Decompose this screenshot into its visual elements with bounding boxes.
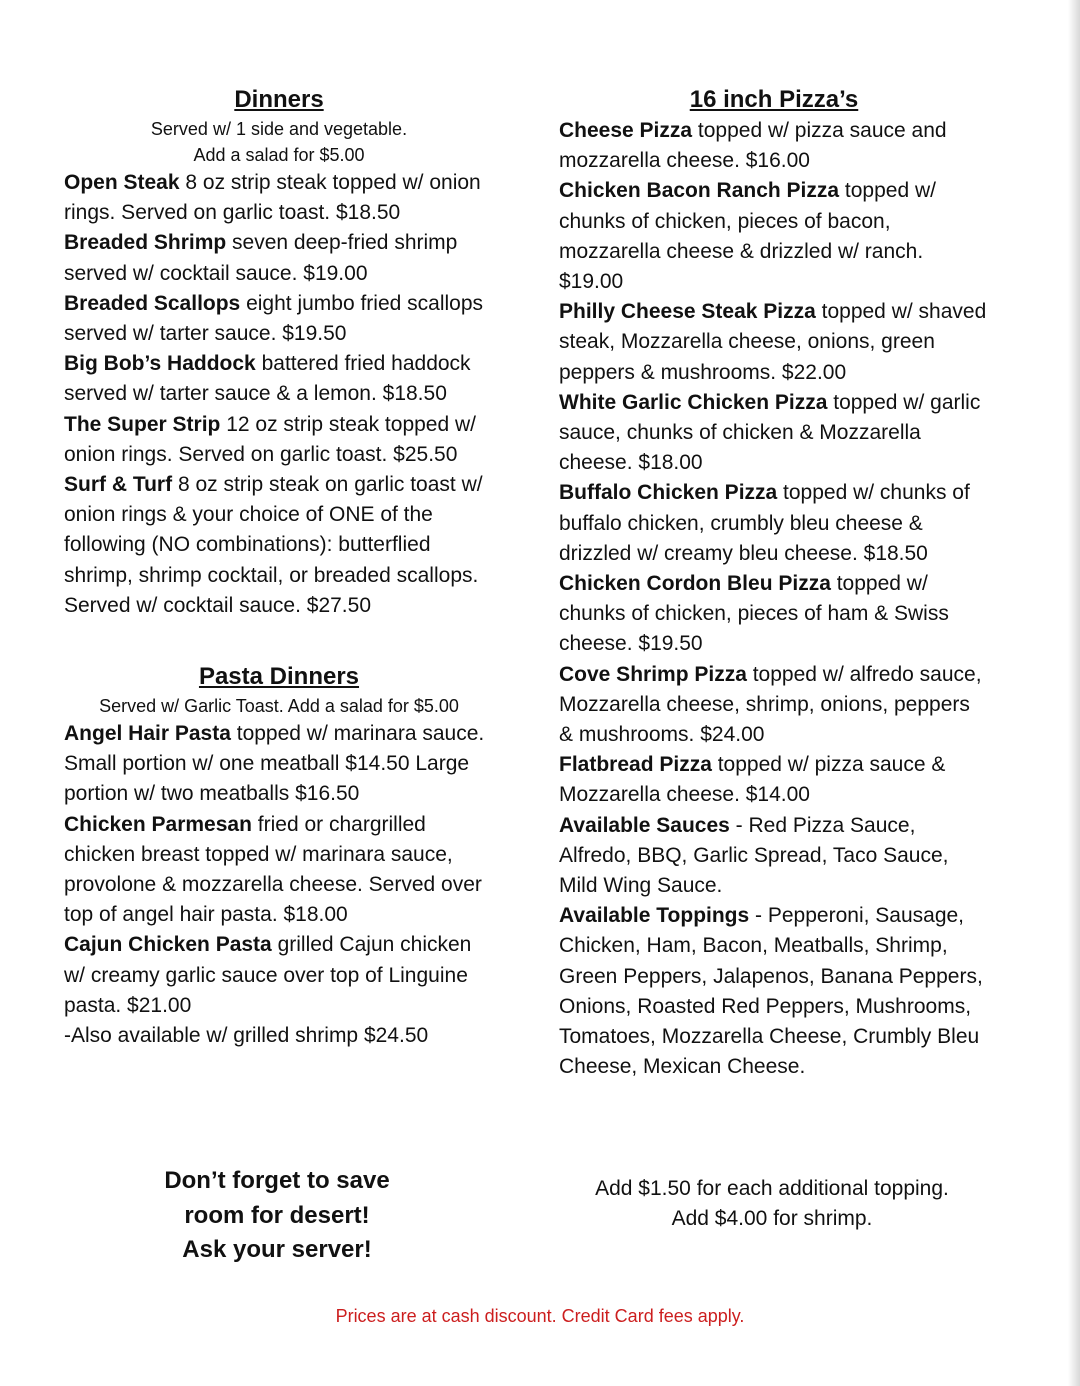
dinners-title: Dinners [234,86,324,113]
menu-item-desc: topped w/ pizza sauce and mozzarella cheese. $16.00 [559,119,947,173]
pizzas-title: 16 inch Pizza’s [689,86,859,113]
dessert-line-1: Don’t forget to save [164,1167,390,1194]
menu-item-name: Philly Cheese Steak Pizza [559,300,816,324]
menu-item-desc: fried or chargrilled chicken breast topped w/ marinara sauce, provolone & mozzarella cheese. Served over top of angel hair pasta. $18.00 [64,812,482,927]
menu-item-desc: topped w/ garlic sauce, chunks of chicken & Mozzarella cheese. $18.00 [559,390,981,475]
left-column [64,84,494,1051]
menu-item [64,470,494,621]
right-column [559,84,989,1083]
topping-pricing-note [559,1174,985,1234]
menu-item [559,750,989,810]
menu-item-desc: topped w/ shaved steak, Mozzarella cheese, onions, green peppers & mushrooms. $22.00 [559,300,987,384]
menu-item-desc: - Pepperoni, Sausage, Chicken, Ham, Bacon, Meatballs, Shrimp, Green Peppers, Jalapenos, Banana Peppers, Onions, Roasted Red Peppers, Mushrooms, Tomatoes, Mozzarella Cheese, Crumbly Bleu Cheese, Mexican Cheese. [559,904,983,1079]
menu-item-desc: topped w/ chunks of chicken, pieces of ham & Swiss cheese. $19.50 [559,572,949,656]
menu-item-desc: topped w/ pizza sauce & Mozzarella cheese. $14.00 [559,753,946,807]
section-spacer [64,621,494,661]
menu-item [559,297,989,388]
menu-item-name: The Super Strip [64,412,221,436]
menu-item-desc: topped w/ chunks of chicken, pieces of bacon, mozzarella cheese & drizzled w/ ranch. $19.00 [559,179,936,294]
menu-item-name: Open Steak [64,171,180,194]
menu-item-name: Cheese Pizza [559,119,693,142]
menu-item-desc: 8 oz strip steak on garlic toast w/ onion rings & your choice of ONE of the following (NO combinations): butterflied shrimp, shrimp cocktail, or breaded scallops. Served w/ cocktail sauce. $27.50 [64,473,483,617]
menu-item-name: Flatbread Pizza [559,753,712,777]
menu-item [64,930,494,1021]
menu-item [559,478,989,569]
menu-item-name: Chicken Parmesan [64,812,252,836]
menu-item-desc: - Red Pizza Sauce, Alfredo, BBQ, Garlic Spread, Taco Sauce, Mild Wing Sauce. [559,813,949,898]
menu-item-name: Available Sauces [559,813,730,837]
menu-item-desc: 12 oz strip steak topped w/ onion rings. Served on garlic toast. $25.50 [64,412,476,466]
topping-note-1: Add $1.50 for each additional topping. [595,1177,949,1200]
menu-item [559,569,989,660]
menu-item [64,289,494,349]
menu-item-name: White Garlic Chicken Pizza [559,390,828,414]
menu-item-name: Breaded Scallops [64,291,241,315]
pasta-title: Pasta Dinners [198,663,360,691]
price-disclaimer: Prices are at cash discount. Credit Card fees apply. [335,1306,745,1326]
dessert-line-2: room for desert! [184,1201,370,1229]
menu-item-name: Big Bob’s Haddock [64,352,256,376]
menu-item-name: Cove Shrimp Pizza [559,662,747,686]
menu-item [64,410,494,470]
menu-item-desc: battered fried haddock served w/ tarter sauce & a lemon. $18.50 [64,352,471,406]
menu-item-name: Chicken Cordon Bleu Pizza [559,572,831,596]
menu-item [559,388,989,479]
page-edge-shadow [1068,0,1080,1386]
dinners-subtitle-1: Served w/ 1 side and vegetable. [150,119,408,139]
topping-note-2: Add $4.00 for shrimp. [671,1207,873,1230]
menu-item-desc: 8 oz strip steak topped w/ onion rings. Served on garlic toast. $18.50 [64,171,481,225]
menu-item-desc: topped w/ chunks of buffalo chicken, crumbly bleu cheese & drizzled w/ creamy bleu cheese. $18.50 [559,481,970,565]
menu-item-name: Buffalo Chicken Pizza [559,481,778,505]
dessert-reminder [64,1164,490,1268]
menu-item [559,811,989,902]
menu-item-name: Angel Hair Pasta [64,722,231,746]
menu-item [559,116,989,176]
menu-item-name: Surf & Turf [64,473,173,497]
menu-item-name: Chicken Bacon Ranch Pizza [559,179,840,203]
menu-item-name: Breaded Shrimp [64,231,227,255]
menu-item-desc: eight jumbo fried scallops served w/ tarter sauce. $19.50 [64,291,484,346]
menu-item-desc: topped w/ alfredo sauce, Mozzarella cheese, shrimp, onions, peppers & mushrooms. $24.00 [559,662,982,747]
menu-item [64,228,494,288]
menu-item-desc: topped w/ marinara sauce. Small portion w/ one meatball $14.50 Large portion w/ two meatballs $16.50 [64,722,485,806]
menu-item-name: Available Toppings [559,904,750,928]
menu-item-desc: grilled Cajun chicken w/ creamy garlic sauce over top of Linguine pasta. $21.00 [64,933,472,1017]
menu-item [64,810,494,931]
menu-item [64,719,494,810]
menu-item-name: Cajun Chicken Pasta [64,933,272,957]
dessert-line-3: Ask your server! [182,1236,372,1263]
dinners-subtitle-2: Add a salad for $5.00 [193,145,365,165]
menu-item [559,660,989,751]
menu-item [64,168,494,228]
menu-item [559,176,989,297]
pasta-subtitle: Served w/ Garlic Toast. Add a salad for $5.00 [99,696,459,717]
menu-item [559,901,989,1082]
pasta-extra-note: -Also available w/ grilled shrimp $24.50 [64,1024,429,1048]
menu-item-desc: seven deep-fried shrimp served w/ cocktail sauce. $19.00 [64,231,458,285]
menu-item [64,349,494,409]
